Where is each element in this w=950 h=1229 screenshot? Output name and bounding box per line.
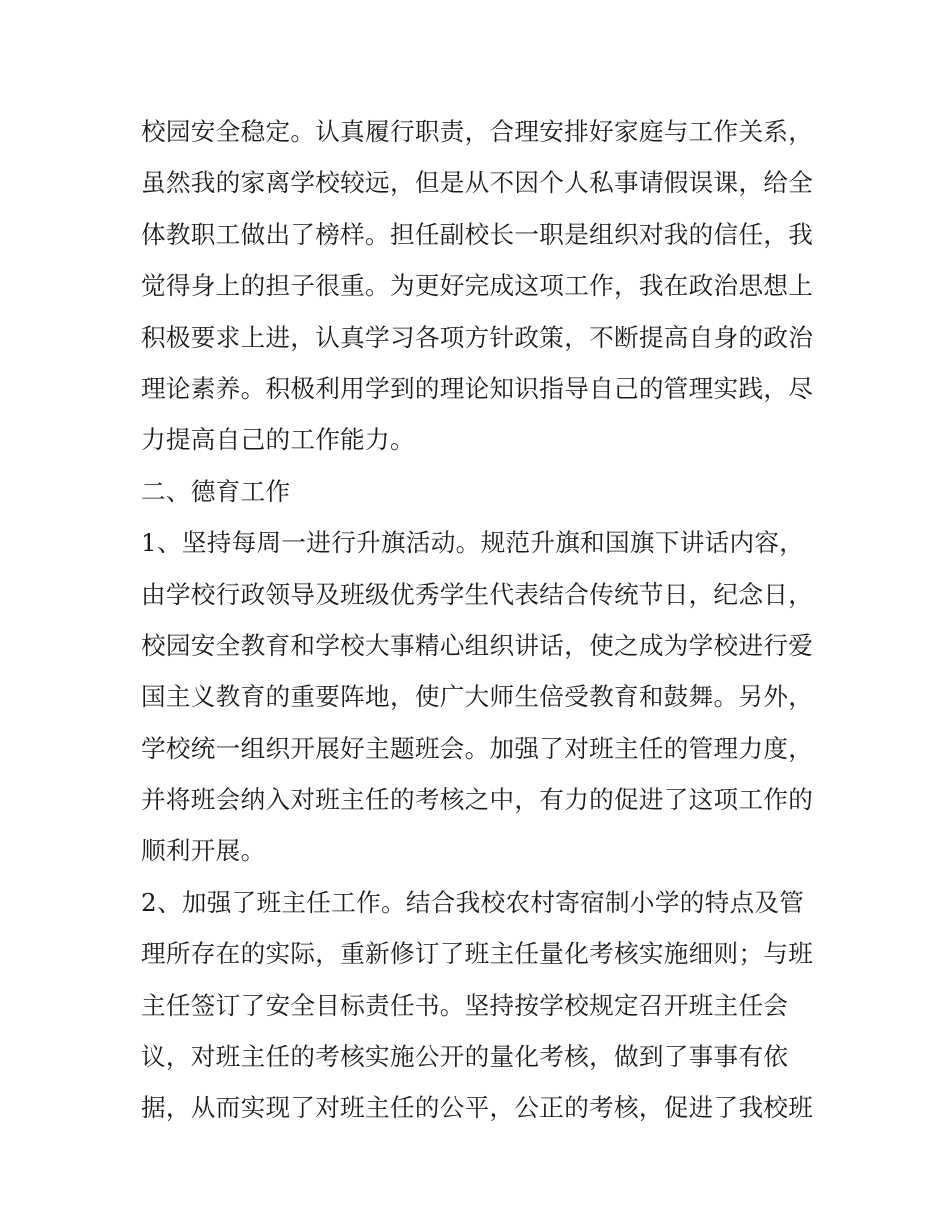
text-line: 力提高自己的工作能力。 [141,425,415,455]
text-line: 学校统一组织开展好主题班会。加强了对班主任的管理力度， [141,733,814,763]
text-line: 积极要求上进，认真学习各项方针政策，不断提高自身的政治 [141,322,814,352]
text-line: 议，对班主任的考核实施公开的量化考核，做到了事事有依 [141,1042,789,1072]
text-line: 理所存在的实际，重新修订了班主任量化考核实施细则；与班 [141,939,814,969]
text-line: 理论素养。积极利用学到的理论知识指导自己的管理实践，尽 [141,373,814,403]
text-line: 1、坚持每周一进行升旗活动。规范升旗和国旗下讲话内容， [141,528,805,558]
text-line: 并将班会纳入对班主任的考核之中，有力的促进了这项工作的 [141,785,814,815]
text-line: 觉得身上的担子很重。为更好完成这项工作，我在政治思想上 [141,271,814,301]
text-line: 由学校行政领导及班级优秀学生代表结合传统节日，纪念日， [141,579,814,609]
section-heading: 二、德育工作 [141,476,291,506]
text-line: 据，从而实现了对班主任的公平，公正的考核，促进了我校班 [141,1093,814,1123]
text-line: 校园安全稳定。认真履行职责，合理安排好家庭与工作关系， [141,117,814,146]
text-line: 主任签订了安全目标责任书。坚持按学校规定召开班主任会 [141,990,789,1020]
text-line: 2、加强了班主任工作。结合我校农村寄宿制小学的特点及管 [141,887,805,917]
text-line: 校园安全教育和学校大事精心组织讲话，使之成为学校进行爱 [141,630,814,660]
text-line: 体教职工做出了榜样。担任副校长一职是组织对我的信任，我 [141,219,814,249]
text-line: 虽然我的家离学校较远，但是从不因个人私事请假误课，给全 [141,168,814,198]
text-line: 顺利开展。 [141,836,266,866]
body-text [141,106,821,1134]
text-line: 国主义教育的重要阵地，使广大师生倍受教育和鼓舞。另外， [141,682,814,712]
